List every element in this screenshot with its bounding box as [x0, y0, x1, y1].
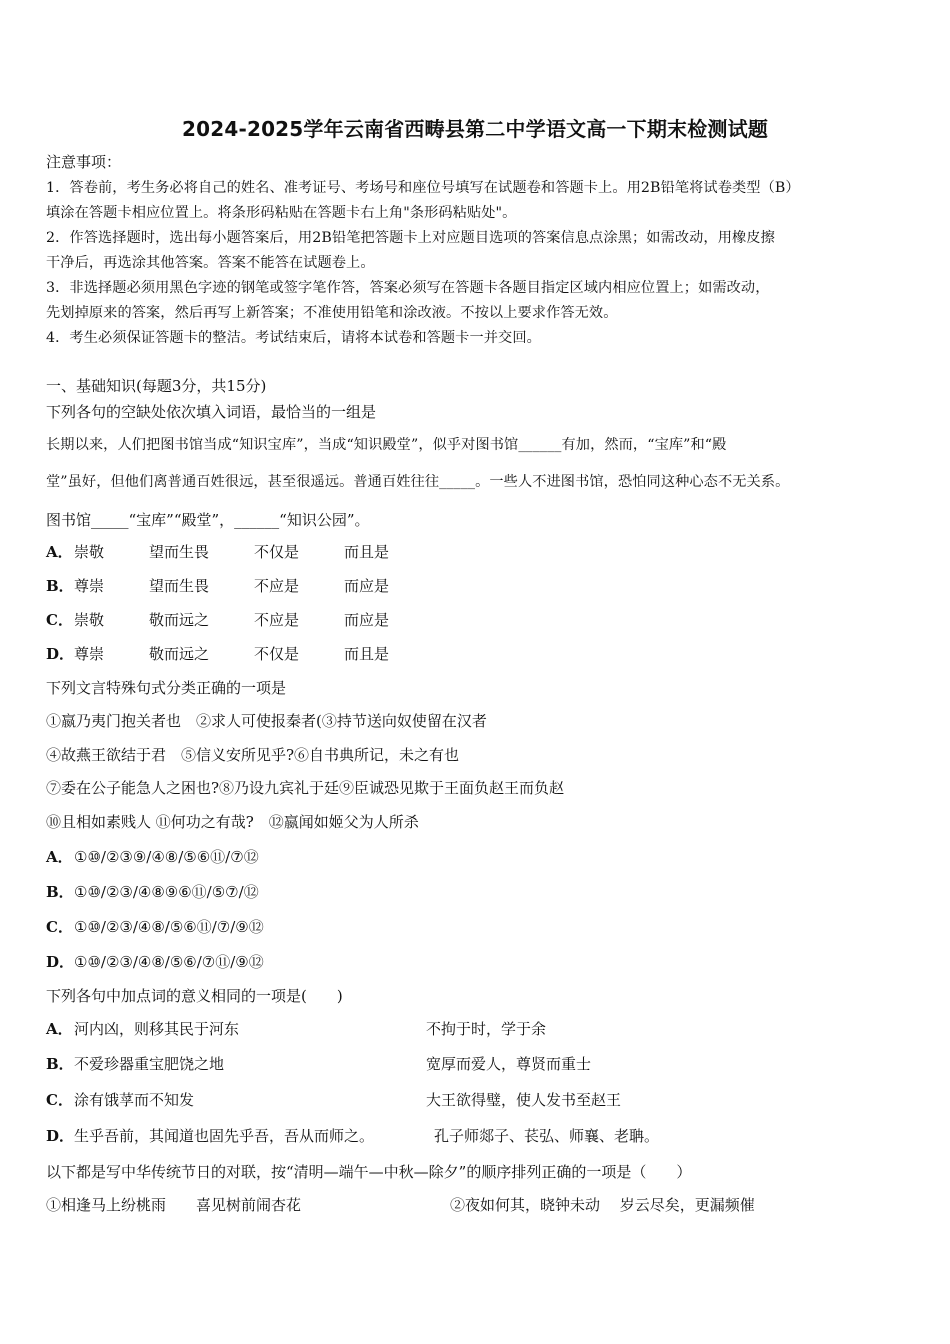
sentence-line: ⑩且相如素贱人 ⑪何功之有哉? ⑫嬴闻如姬父为人所杀 [46, 813, 419, 831]
couplet-2: ②夜如何其，晓钟未动 岁云尽矣，更漏频催 [450, 1196, 755, 1214]
question-stem: 下列各句的空缺处依次填入词语，最恰当的一组是 [46, 403, 377, 421]
couplet-1: ①相逢马上纷桃雨 喜见树前闹杏花 [46, 1196, 302, 1214]
option-key: B． [46, 577, 74, 595]
option-text: 涂有饿莩而不知发 [74, 1091, 195, 1109]
option-c-right: 大王欲得璧，使人发书至赵王 [426, 1091, 622, 1109]
option-key: C． [46, 918, 73, 936]
option-text: ①⑩/②③/④⑧/⑤⑥/⑦⑪/⑨⑫ [74, 953, 264, 971]
option-key: D． [46, 953, 75, 971]
option-c [46, 1090, 194, 1110]
option-d-right: 孔子师郯子、苌弘、师襄、老聃。 [434, 1127, 660, 1145]
option-text: 崇敬 望而生畏 不仅是 而且是 [74, 543, 390, 561]
option-key: A． [46, 543, 73, 561]
option-a-right: 不拘于时，学于余 [426, 1020, 547, 1038]
option-key: C． [46, 611, 73, 629]
question-stem: 以下都是写中华传统节日的对联，按“清明—端午—中秋—除夕”的顺序排列正确的一项是（ ） [46, 1163, 692, 1181]
option-b-right: 宽厚而爱人，尊贤而重士 [426, 1055, 592, 1073]
section-heading: 一、基础知识(每题3分，共15分) [46, 377, 267, 395]
option-text: ①⑩/②③/④⑧⑨⑥⑪/⑤⑦/⑫ [74, 883, 259, 901]
notice-line: 4．考生必须保证答题卡的整洁。考试结束后，请将本试卷和答题卡一并交回。 [46, 330, 541, 346]
option-key: A． [46, 848, 73, 866]
option-b [46, 576, 389, 596]
question-stem: 下列各句中加点词的意义相同的一项是( ) [46, 987, 343, 1005]
option-b [46, 1054, 224, 1074]
passage-line: 长期以来，人们把图书馆当成“知识宝库”，当成“知识殿堂”，似乎对图书馆______有加，然而，“宝库”和“殿 [46, 437, 727, 453]
question-stem: 下列文言特殊句式分类正确的一项是 [46, 679, 287, 697]
option-d [46, 1126, 374, 1146]
notice-line: 2．作答选择题时，选出每小题答案后，用2B铅笔把答题卡上对应题目选项的答案信息点涂黑；如需改动，用橡皮擦 [46, 230, 775, 246]
passage-line: 堂”虽好，但他们离普通百姓很远，甚至很遥远。普通百姓往往_____。一些人不进图书馆，恐怕同这种心态不无关系。 [46, 474, 790, 490]
option-text: 尊崇 敬而远之 不仅是 而且是 [74, 645, 390, 663]
option-key: D． [46, 645, 75, 663]
notice-heading: 注意事项： [46, 153, 122, 171]
option-text: 尊崇 望而生畏 不应是 而应是 [74, 577, 390, 595]
option-a [46, 1019, 239, 1039]
option-d [46, 952, 264, 972]
sentence-line: ①嬴乃夷门抱关者也 ②求人可使报秦者(③持节送向奴使留在汉者 [46, 712, 487, 730]
option-key: D． [46, 1127, 75, 1145]
option-text: 河内凶，则移其民于河东 [74, 1020, 240, 1038]
notice-line: 干净后，再选涂其他答案。答案不能答在试题卷上。 [46, 255, 375, 271]
option-c [46, 917, 264, 937]
option-text: 崇敬 敬而远之 不应是 而应是 [74, 611, 390, 629]
notice-line: 填涂在答题卡相应位置上。将条形码粘贴在答题卡右上角"条形码粘贴处"。 [46, 205, 517, 221]
option-b [46, 882, 259, 902]
option-key: A． [46, 1020, 73, 1038]
option-d [46, 644, 389, 664]
option-a [46, 542, 389, 562]
notice-line: 1．答卷前，考生务必将自己的姓名、准考证号、考场号和座位号填写在试题卷和答题卡上。用2B铅笔将试卷类型（B） [46, 180, 800, 196]
notice-line: 3．非选择题必须用黑色字迹的钢笔或签字笔作答，答案必须写在答题卡各题目指定区域内相应位置上；如需改动， [46, 280, 770, 296]
option-key: B． [46, 883, 74, 901]
sentence-line: ④故燕王欲结于君 ⑤信义安所见乎?⑥自书典所记，未之有也 [46, 746, 460, 764]
option-text: ①⑩/②③/④⑧/⑤⑥⑪/⑦/⑨⑫ [74, 918, 264, 936]
option-text: 不爱珍器重宝肥饶之地 [74, 1055, 225, 1073]
option-a [46, 847, 259, 867]
option-text: ①⑩/②③⑨/④⑧/⑤⑥⑪/⑦⑫ [74, 848, 259, 866]
option-key: B． [46, 1055, 74, 1073]
page-title: 2024-2025学年云南省西畴县第二中学语文高一下期末检测试题 [181, 117, 769, 141]
sentence-line: ⑦委在公子能急人之困也?⑧乃设九宾礼于廷⑨臣诚恐见欺于王面负赵王而负赵 [46, 779, 565, 797]
option-key: C． [46, 1091, 73, 1109]
passage-line: 图书馆_____“宝库”“殿堂”，______“知识公园”。 [46, 511, 370, 529]
notice-line: 先划掉原来的答案，然后再写上新答案；不准使用铅笔和涂改液。不按以上要求作答无效。 [46, 305, 618, 321]
option-text: 生乎吾前，其闻道也固先乎吾，吾从而师之。 [74, 1127, 375, 1145]
option-c [46, 610, 389, 630]
